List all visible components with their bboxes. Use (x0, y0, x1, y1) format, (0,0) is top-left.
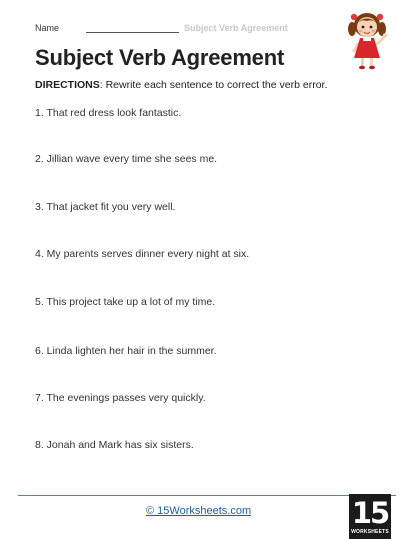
question-6: 6. Linda lighten her hair in the summer. (35, 345, 217, 357)
question-3: 3. That jacket fit you very well. (35, 201, 176, 213)
footer-divider (18, 495, 396, 496)
footer-copyright-link[interactable]: © 15Worksheets.com (146, 505, 252, 517)
logo-text: WORKSHEETS (351, 529, 389, 535)
name-line[interactable] (86, 32, 179, 33)
question-7: 7. The evenings passes very quickly. (35, 392, 206, 404)
question-4: 4. My parents serves dinner every night at six. (35, 248, 250, 260)
question-2: 2. Jillian wave every time she sees me. (35, 153, 218, 165)
site-logo (349, 494, 391, 539)
question-5: 5. This project take up a lot of my time. (35, 296, 216, 308)
page-title: Subject Verb Agreement (35, 45, 285, 70)
question-8: 8. Jonah and Mark has six sisters. (35, 439, 194, 451)
question-1: 1. That red dress look fantastic. (35, 107, 182, 119)
directions-label: DIRECTIONS (35, 79, 100, 91)
directions-text: : Rewrite each sentence to correct the verb error. (99, 79, 328, 91)
directions (35, 79, 327, 91)
worksheet-label: Subject Verb Agreement (184, 23, 288, 33)
logo-number: 15 (351, 496, 389, 530)
girl-mascot-icon (346, 10, 390, 72)
name-label: Name (35, 23, 60, 33)
